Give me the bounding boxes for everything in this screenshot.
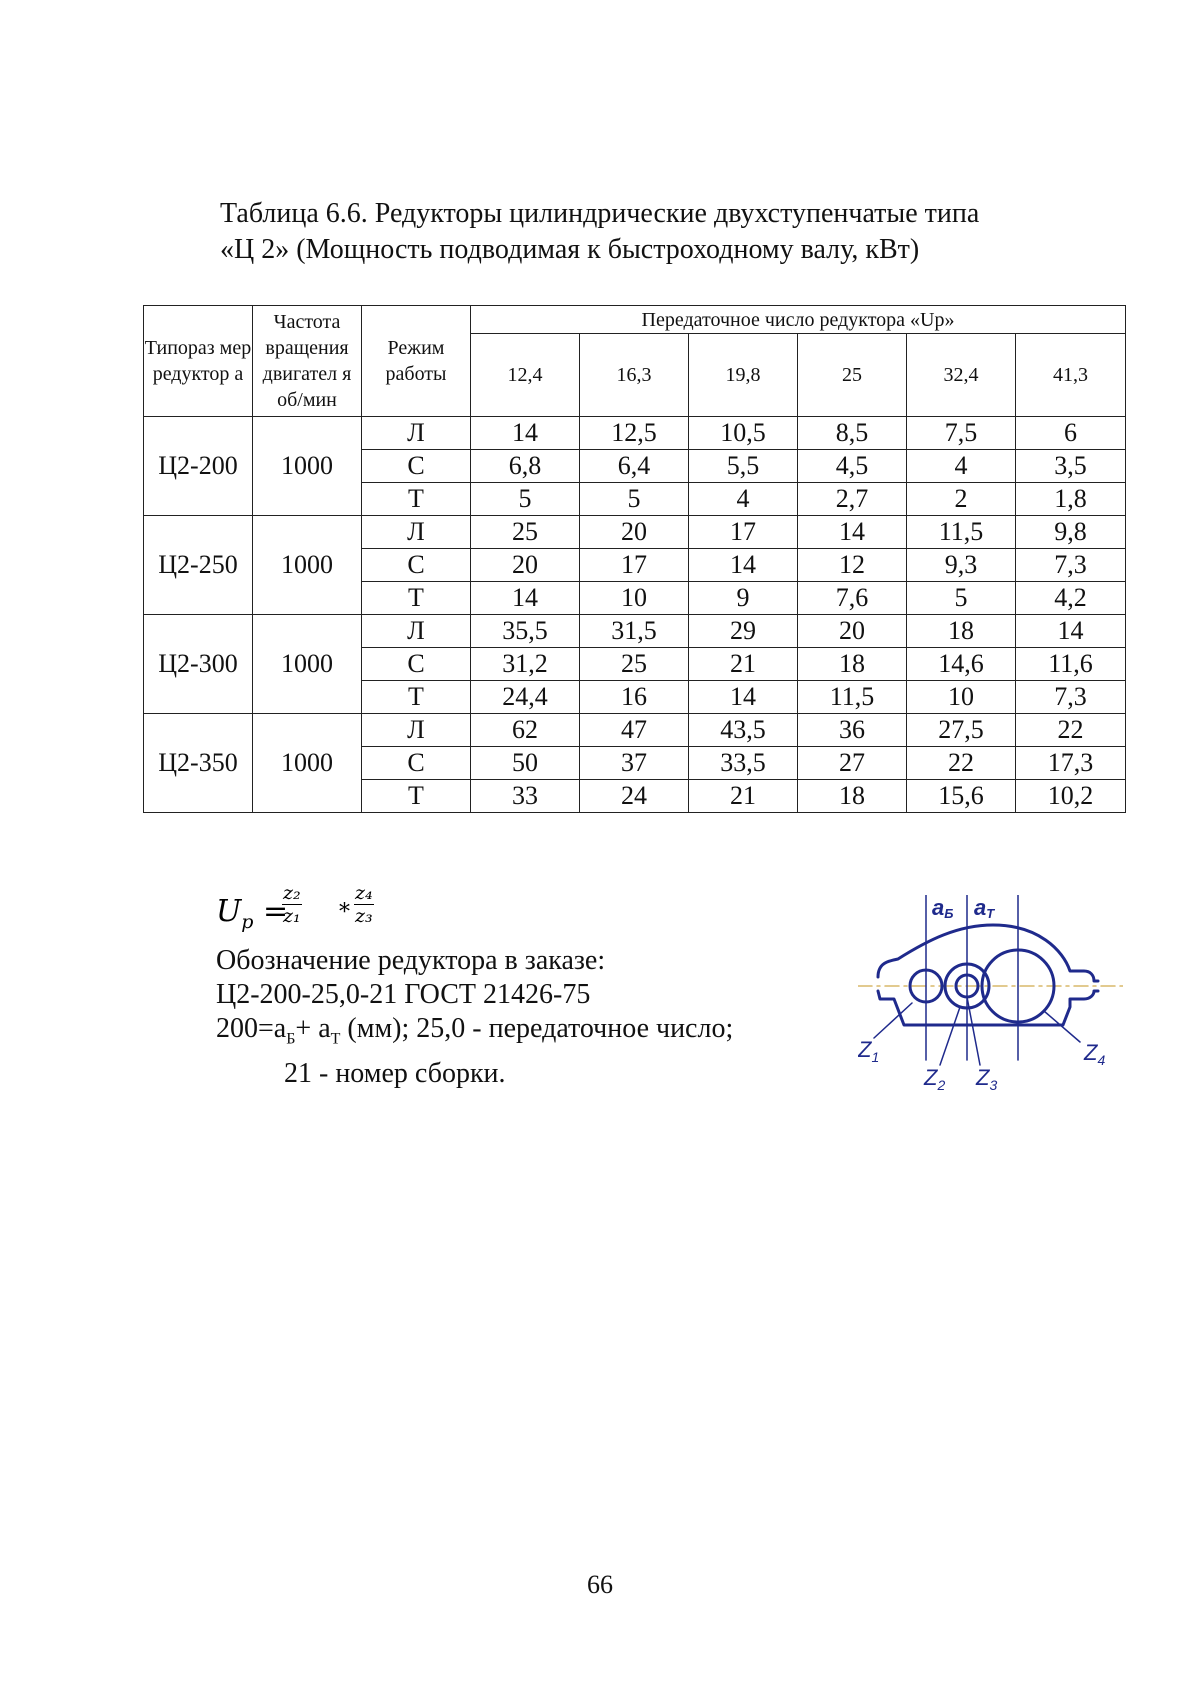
cell-mode: Т	[362, 681, 471, 714]
cell-value: 11,5	[798, 681, 907, 714]
label-a-t: aТ	[974, 895, 995, 921]
cell-mode: С	[362, 450, 471, 483]
cell-value: 12,5	[580, 417, 689, 450]
cell-value: 14,6	[907, 648, 1016, 681]
cell-value: 14	[471, 417, 580, 450]
label-z2: $Z_2$	[924, 1065, 946, 1093]
cell-value: 29	[689, 615, 798, 648]
cell-value: 7,3	[1016, 681, 1126, 714]
cell-value: 37	[580, 747, 689, 780]
cell-value: 21	[689, 648, 798, 681]
cell-mode: Л	[362, 516, 471, 549]
cell-size: Ц2-200	[144, 417, 253, 516]
cell-value: 12	[798, 549, 907, 582]
cell-value: 7,5	[907, 417, 1016, 450]
gearbox-diagram	[858, 895, 1123, 1095]
cell-value: 6	[1016, 417, 1126, 450]
cell-mode: Т	[362, 780, 471, 813]
cell-mode: С	[362, 648, 471, 681]
cell-value: 5	[580, 483, 689, 516]
cell-value: 47	[580, 714, 689, 747]
cell-value: 10,2	[1016, 780, 1126, 813]
cell-value: 15,6	[907, 780, 1016, 813]
cell-value: 22	[1016, 714, 1126, 747]
cell-size: Ц2-300	[144, 615, 253, 714]
table-row	[144, 615, 1126, 648]
cell-mode: Л	[362, 714, 471, 747]
cell-value: 27	[798, 747, 907, 780]
cell-value: 2,7	[798, 483, 907, 516]
cell-value: 10	[907, 681, 1016, 714]
cell-value: 7,6	[798, 582, 907, 615]
cell-value: 17	[689, 516, 798, 549]
order-notes	[216, 944, 856, 1091]
cell-value: 62	[471, 714, 580, 747]
cell-value: 50	[471, 747, 580, 780]
cell-value: 35,5	[471, 615, 580, 648]
cell-value: 36	[798, 714, 907, 747]
header-ratio: 41,3	[1016, 334, 1126, 417]
cell-value: 6,8	[471, 450, 580, 483]
cell-mode: Л	[362, 615, 471, 648]
cell-value: 11,6	[1016, 648, 1126, 681]
cell-value: 24	[580, 780, 689, 813]
cell-size: Ц2-350	[144, 714, 253, 813]
cell-value: 25	[471, 516, 580, 549]
cell-speed: 1000	[253, 615, 362, 714]
header-ratio: 12,4	[471, 334, 580, 417]
table-row	[144, 714, 1126, 747]
leader-z1	[874, 1003, 912, 1038]
caption-line-2: «Ц 2» (Мощность подводимая к быстроходному валу, кВт)	[220, 234, 920, 265]
cell-value: 14	[689, 549, 798, 582]
notes-line-4: 21 - номер сборки.	[284, 1057, 506, 1089]
formula-fraction-2: $\frac{\text{z₄}}{\text{z₃}}$	[355, 882, 373, 927]
cell-value: 31,5	[580, 615, 689, 648]
header-speed: Частота вращения двигател я об/мин	[253, 306, 362, 417]
cell-value: 20	[471, 549, 580, 582]
cell-mode: Л	[362, 417, 471, 450]
cell-value: 5,5	[689, 450, 798, 483]
cell-value: 18	[907, 615, 1016, 648]
cell-value: 43,5	[689, 714, 798, 747]
cell-value: 14	[798, 516, 907, 549]
cell-value: 10,5	[689, 417, 798, 450]
cell-value: 7,3	[1016, 549, 1126, 582]
notes-line-2: Ц2-200-25,0-21 ГОСТ 21426-75	[216, 979, 591, 1010]
notes-line-3: $200=а_Б+ а_Т$ (мм); 25,0 - передаточное число;	[216, 1013, 734, 1048]
header-ratio: 32,4	[907, 334, 1016, 417]
label-z3: $Z_3$	[976, 1065, 998, 1093]
cell-value: 20	[798, 615, 907, 648]
cell-value: 9	[689, 582, 798, 615]
leader-z2	[940, 1007, 960, 1065]
cell-mode: Т	[362, 483, 471, 516]
header-mode: Режим работы	[362, 306, 471, 417]
header-ratio: 25	[798, 334, 907, 417]
cell-speed: 1000	[253, 417, 362, 516]
header-ratio: 16,3	[580, 334, 689, 417]
cell-mode: Т	[362, 582, 471, 615]
header-ratio: 19,8	[689, 334, 798, 417]
cell-value: 14	[1016, 615, 1126, 648]
table-body	[144, 417, 1126, 813]
label-z1: $Z_1$	[858, 1037, 880, 1065]
formula-lhs: $U_p$ =	[216, 894, 289, 933]
cell-value: 14	[471, 582, 580, 615]
cell-speed: 1000	[253, 714, 362, 813]
cell-value: 4,2	[1016, 582, 1126, 615]
cell-value: 11,5	[907, 516, 1016, 549]
formula-fraction-1: $\frac{\text{z₂}}{\text{z₁}}$	[283, 882, 301, 927]
table-caption	[220, 196, 1120, 268]
cell-value: 27,5	[907, 714, 1016, 747]
cell-mode: С	[362, 747, 471, 780]
cell-value: 2	[907, 483, 1016, 516]
cell-value: 3,5	[1016, 450, 1126, 483]
table-header-row-1	[144, 306, 1126, 334]
cell-value: 16	[580, 681, 689, 714]
cell-value: 9,8	[1016, 516, 1126, 549]
cell-value: 22	[907, 747, 1016, 780]
cell-value: 18	[798, 648, 907, 681]
cell-value: 4	[689, 483, 798, 516]
cell-value: 33	[471, 780, 580, 813]
header-ratio-group: Передаточное число редуктора «Up»	[471, 306, 1126, 334]
cell-value: 14	[689, 681, 798, 714]
cell-value: 18	[798, 780, 907, 813]
cell-speed: 1000	[253, 516, 362, 615]
cell-value: 24,4	[471, 681, 580, 714]
table-row	[144, 417, 1126, 450]
formula-operator: *	[339, 900, 350, 925]
caption-line-1: Таблица 6.6. Редукторы цилиндрические двухступенчатые типа	[220, 198, 980, 229]
header-size: Типораз мер редуктор а	[144, 306, 253, 417]
cell-value: 20	[580, 516, 689, 549]
cell-value: 33,5	[689, 747, 798, 780]
cell-value: 6,4	[580, 450, 689, 483]
page-number: 66	[587, 1570, 613, 1599]
cell-value: 4,5	[798, 450, 907, 483]
housing-top-outline	[878, 925, 1098, 981]
cell-mode: С	[362, 549, 471, 582]
cell-value: 9,3	[907, 549, 1016, 582]
cell-value: 8,5	[798, 417, 907, 450]
table-row	[144, 516, 1126, 549]
cell-size: Ц2-250	[144, 516, 253, 615]
cell-value: 25	[580, 648, 689, 681]
label-z4: $Z_4$	[1084, 1040, 1106, 1068]
cell-value: 5	[907, 582, 1016, 615]
cell-value: 5	[471, 483, 580, 516]
cell-value: 31,2	[471, 648, 580, 681]
label-a-b: aБ	[932, 895, 954, 921]
cell-value: 17	[580, 549, 689, 582]
reducer-power-table	[143, 305, 1126, 813]
cell-value: 17,3	[1016, 747, 1126, 780]
cell-value: 21	[689, 780, 798, 813]
cell-value: 4	[907, 450, 1016, 483]
notes-line-1: Обозначение редуктора в заказе:	[216, 945, 606, 976]
cell-value: 1,8	[1016, 483, 1126, 516]
cell-value: 10	[580, 582, 689, 615]
